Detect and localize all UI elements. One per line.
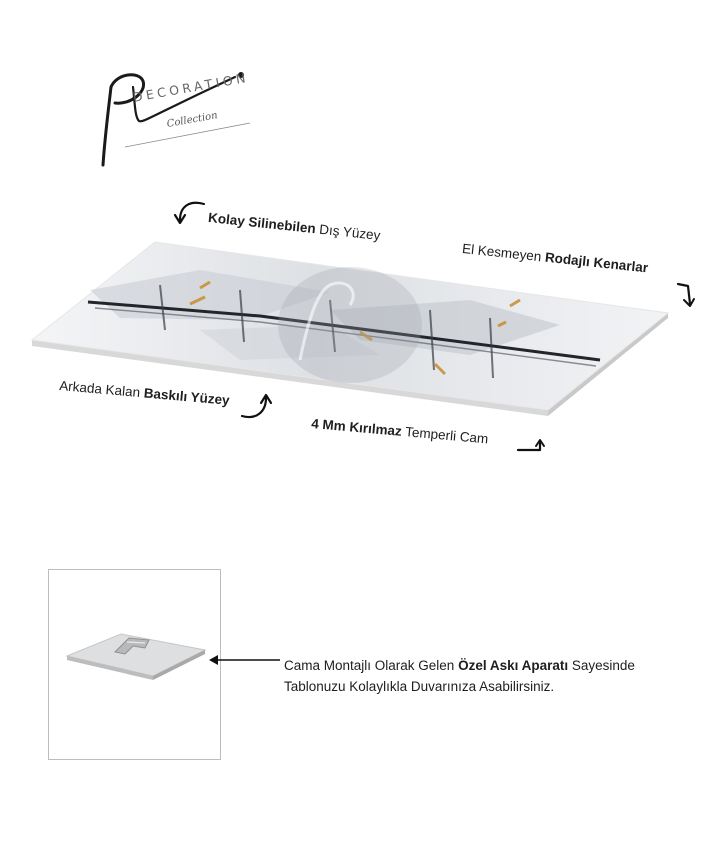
label-top-rest: Dış Yüzey <box>314 221 382 244</box>
desc-line1-plain: Cama Montajlı Olarak Gelen <box>284 658 459 673</box>
label-bottom-bold: 4 Mm Kırılmaz <box>310 416 403 439</box>
label-right-bold: Rodajlı Kenarlar <box>544 249 649 276</box>
label-left-bold: Baskılı Yüzey <box>143 385 231 408</box>
label-left-plain: Arkada Kalan <box>58 378 145 401</box>
brand-logo <box>95 65 265 175</box>
label-bottom-rest: Temperli Cam <box>401 423 489 447</box>
curved-arrow-icon <box>172 196 212 230</box>
desc-line1-bold: Özel Askı Aparatı <box>458 658 569 673</box>
corner-arrow-icon <box>514 436 548 458</box>
logo-word: DECORATION <box>131 69 250 105</box>
label-top-bold: Kolay Silinebilen <box>207 210 317 237</box>
glass-panel-artwork <box>0 230 720 430</box>
logo-sub: Collection <box>166 110 219 130</box>
label-right-plain: El Kesmeyen <box>461 241 546 265</box>
pointer-arrow-icon <box>208 654 282 666</box>
desc-line-2: Tablonuzu Kolaylıkla Duvarınıza Asabilirsiniz. <box>284 679 555 694</box>
desc-line-1 <box>284 655 704 676</box>
hanger-description <box>284 655 704 697</box>
hanger-product-image <box>48 569 221 760</box>
hanger-plate-illustration <box>49 570 220 759</box>
desc-line1-rest: Sayesinde <box>568 658 635 673</box>
